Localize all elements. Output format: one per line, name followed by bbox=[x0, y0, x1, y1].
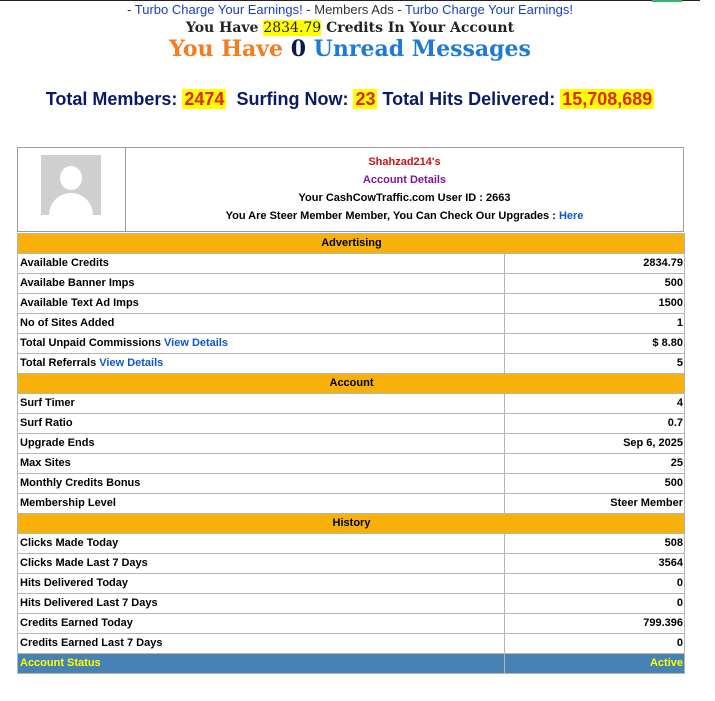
unread-messages[interactable] bbox=[0, 36, 700, 62]
total-members-value: 2474 bbox=[184, 89, 225, 109]
row-label: Clicks Made Last 7 Days bbox=[18, 554, 505, 574]
messages-count: 0 bbox=[290, 36, 307, 62]
row-label: Available Text Ad Imps bbox=[18, 294, 505, 314]
credits-value: 2834.79 bbox=[263, 20, 322, 36]
username: Shahzad214's bbox=[368, 156, 441, 168]
row-value: 3564 bbox=[505, 554, 685, 574]
row-value: 0 bbox=[505, 594, 685, 614]
upgrade-text: You Are Steer Member Member, You Can Check Our Upgrades : bbox=[225, 210, 559, 222]
table-row bbox=[18, 594, 685, 614]
row-label: Total Referrals bbox=[20, 357, 100, 369]
messages-suffix: Unread Messages bbox=[306, 36, 531, 62]
row-label: Clicks Made Today bbox=[18, 534, 505, 554]
row-label-cell bbox=[18, 334, 505, 354]
referrals-view-details-link[interactable]: View Details bbox=[99, 357, 164, 369]
user-id-line: Your CashCowTraffic.com User ID : 2663 bbox=[298, 192, 511, 204]
ads-prefix: - bbox=[127, 2, 135, 17]
table-row bbox=[18, 494, 685, 514]
row-value: 500 bbox=[505, 274, 685, 294]
account-stats-table bbox=[17, 233, 685, 674]
row-value: 508 bbox=[505, 534, 685, 554]
avatar-cell bbox=[18, 148, 126, 231]
table-row bbox=[18, 434, 685, 454]
site-stats bbox=[0, 89, 700, 110]
row-value: 0 bbox=[505, 574, 685, 594]
row-value: $ 8.80 bbox=[505, 334, 685, 354]
table-row bbox=[18, 534, 685, 554]
table-row bbox=[18, 454, 685, 474]
account-status-label: Account Status bbox=[18, 654, 505, 674]
hits-delivered-value: 15,708,689 bbox=[562, 89, 653, 109]
table-row bbox=[18, 474, 685, 494]
row-label: Membership Level bbox=[18, 494, 505, 514]
row-value: Sep 6, 2025 bbox=[505, 434, 685, 454]
row-label: Max Sites bbox=[18, 454, 505, 474]
profile-card bbox=[17, 147, 684, 232]
row-label: Credits Earned Today bbox=[18, 614, 505, 634]
row-label: Surf Timer bbox=[18, 394, 505, 414]
avatar-placeholder-body bbox=[49, 193, 93, 215]
account-details-title: Account Details bbox=[362, 174, 447, 186]
table-row bbox=[18, 414, 685, 434]
section-history: History bbox=[18, 514, 685, 534]
table-row bbox=[18, 314, 685, 334]
row-value: 1500 bbox=[505, 294, 685, 314]
row-value: 2834.79 bbox=[505, 254, 685, 274]
avatar-placeholder-icon bbox=[60, 166, 82, 190]
table-row bbox=[18, 614, 685, 634]
account-status-value: Active bbox=[505, 654, 685, 674]
row-label: Total Unpaid Commissions bbox=[20, 337, 165, 349]
table-row bbox=[18, 274, 685, 294]
members-ads-line bbox=[0, 2, 700, 18]
table-row bbox=[18, 574, 685, 594]
members-ads-label: - Members Ads - bbox=[302, 2, 406, 17]
section-advertising: Advertising bbox=[18, 234, 685, 254]
upgrade-line bbox=[126, 207, 683, 225]
total-members-label: Total Members: bbox=[45, 89, 183, 109]
table-row bbox=[18, 634, 685, 654]
top-border bbox=[0, 0, 700, 1]
row-label: Hits Delivered Today bbox=[18, 574, 505, 594]
account-status-row bbox=[18, 654, 685, 674]
row-label: Credits Earned Last 7 Days bbox=[18, 634, 505, 654]
row-label: Upgrade Ends bbox=[18, 434, 505, 454]
messages-prefix: You Have bbox=[169, 36, 291, 62]
row-label: Availabe Banner Imps bbox=[18, 274, 505, 294]
table-row bbox=[18, 554, 685, 574]
upgrade-here-link[interactable]: Here bbox=[558, 210, 584, 222]
row-value: 5 bbox=[505, 354, 685, 374]
surfing-now-value: 23 bbox=[355, 89, 376, 109]
row-value: 25 bbox=[505, 454, 685, 474]
avatar bbox=[41, 155, 101, 215]
turbo-charge-link-2[interactable]: Turbo Charge Your Earnings! bbox=[405, 2, 573, 17]
table-row bbox=[18, 354, 685, 374]
row-label: Monthly Credits Bonus bbox=[18, 474, 505, 494]
table-row bbox=[18, 394, 685, 414]
commissions-view-details-link[interactable]: View Details bbox=[164, 337, 229, 349]
hits-delivered-label: Total Hits Delivered: bbox=[382, 89, 561, 109]
row-label: Hits Delivered Last 7 Days bbox=[18, 594, 505, 614]
account-details bbox=[126, 148, 683, 231]
row-value: 500 bbox=[505, 474, 685, 494]
surfing-now-label: Surfing Now: bbox=[236, 89, 354, 109]
row-label: No of Sites Added bbox=[18, 314, 505, 334]
section-account: Account bbox=[18, 374, 685, 394]
row-label-cell bbox=[18, 354, 505, 374]
row-value: 1 bbox=[505, 314, 685, 334]
credits-suffix: Credits In Your Account bbox=[321, 20, 515, 36]
row-value: 0 bbox=[505, 634, 685, 654]
row-value: Steer Member bbox=[505, 494, 685, 514]
credits-prefix: You Have bbox=[185, 20, 264, 36]
credits-summary bbox=[0, 20, 700, 36]
table-row bbox=[18, 294, 685, 314]
row-value: 799.396 bbox=[505, 614, 685, 634]
row-label: Surf Ratio bbox=[18, 414, 505, 434]
turbo-charge-link-1[interactable]: Turbo Charge Your Earnings! bbox=[134, 2, 303, 17]
table-row bbox=[18, 254, 685, 274]
row-value: 4 bbox=[505, 394, 685, 414]
row-label: Available Credits bbox=[18, 254, 505, 274]
row-value: 0.7 bbox=[505, 414, 685, 434]
table-row bbox=[18, 334, 685, 354]
